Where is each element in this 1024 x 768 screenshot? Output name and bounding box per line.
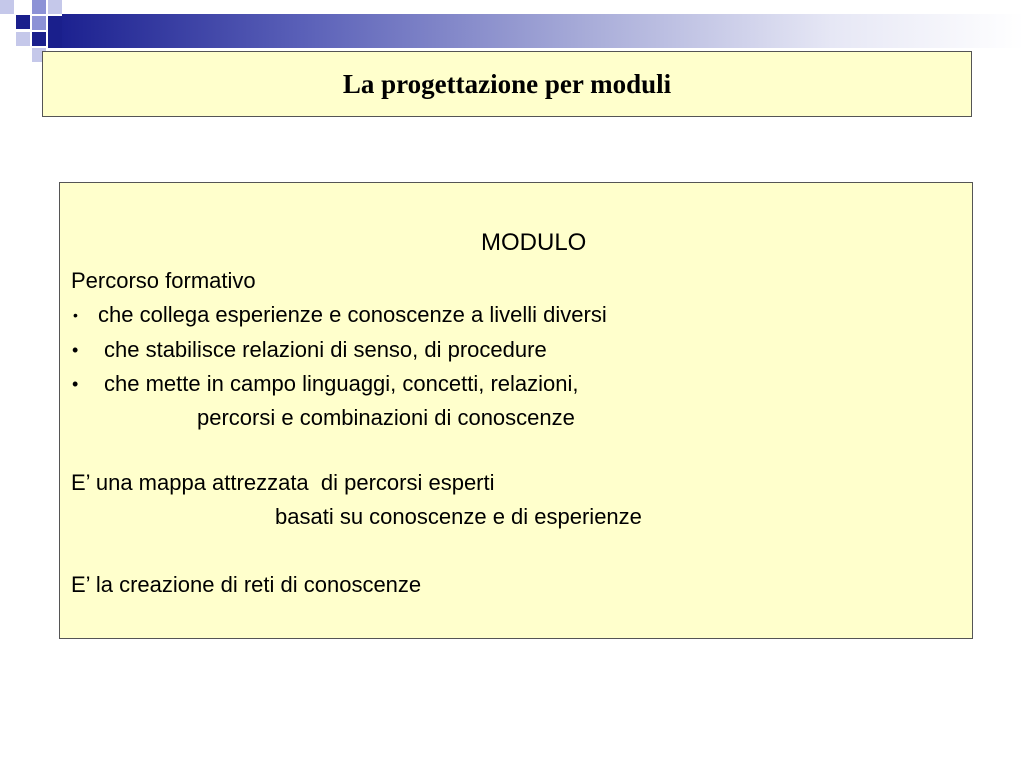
decor-square-light bbox=[0, 0, 14, 14]
bullet-item: che stabilisce relazioni di senso, di procedure bbox=[104, 337, 547, 362]
box-heading: MODULO bbox=[481, 229, 587, 256]
bullet-continuation: percorsi e combinazioni di conoscenze bbox=[197, 405, 575, 430]
decor-square-light bbox=[48, 0, 62, 14]
bullet-item: che collega esperienze e conoscenze a livelli diversi bbox=[98, 302, 607, 327]
decor-square-navy bbox=[16, 15, 30, 29]
statement-1: E’ una mappa attrezzata di percorsi esperti bbox=[71, 470, 495, 495]
box-subheading: Percorso formativo bbox=[71, 268, 256, 293]
statement-2: E’ la creazione di reti di conoscenze bbox=[71, 572, 422, 597]
bullet-icon: • bbox=[72, 340, 79, 360]
bullet-item: che mette in campo linguaggi, concetti, relazioni, bbox=[104, 371, 579, 396]
decor-square-navy bbox=[48, 16, 62, 48]
bullet-icon: • bbox=[72, 374, 79, 394]
statement-1-continuation: basati su conoscenze e di esperienze bbox=[275, 504, 642, 529]
title-box bbox=[42, 51, 972, 117]
decor-square-mid bbox=[32, 0, 46, 14]
decor-square-mid bbox=[32, 16, 46, 30]
slide-title: La progettazione per moduli bbox=[342, 68, 672, 99]
decor-square-navy bbox=[32, 32, 46, 46]
header-gradient-band bbox=[62, 14, 1024, 48]
decor-square-light bbox=[16, 32, 30, 46]
bullet-icon: • bbox=[73, 307, 78, 323]
content-box bbox=[59, 182, 973, 639]
